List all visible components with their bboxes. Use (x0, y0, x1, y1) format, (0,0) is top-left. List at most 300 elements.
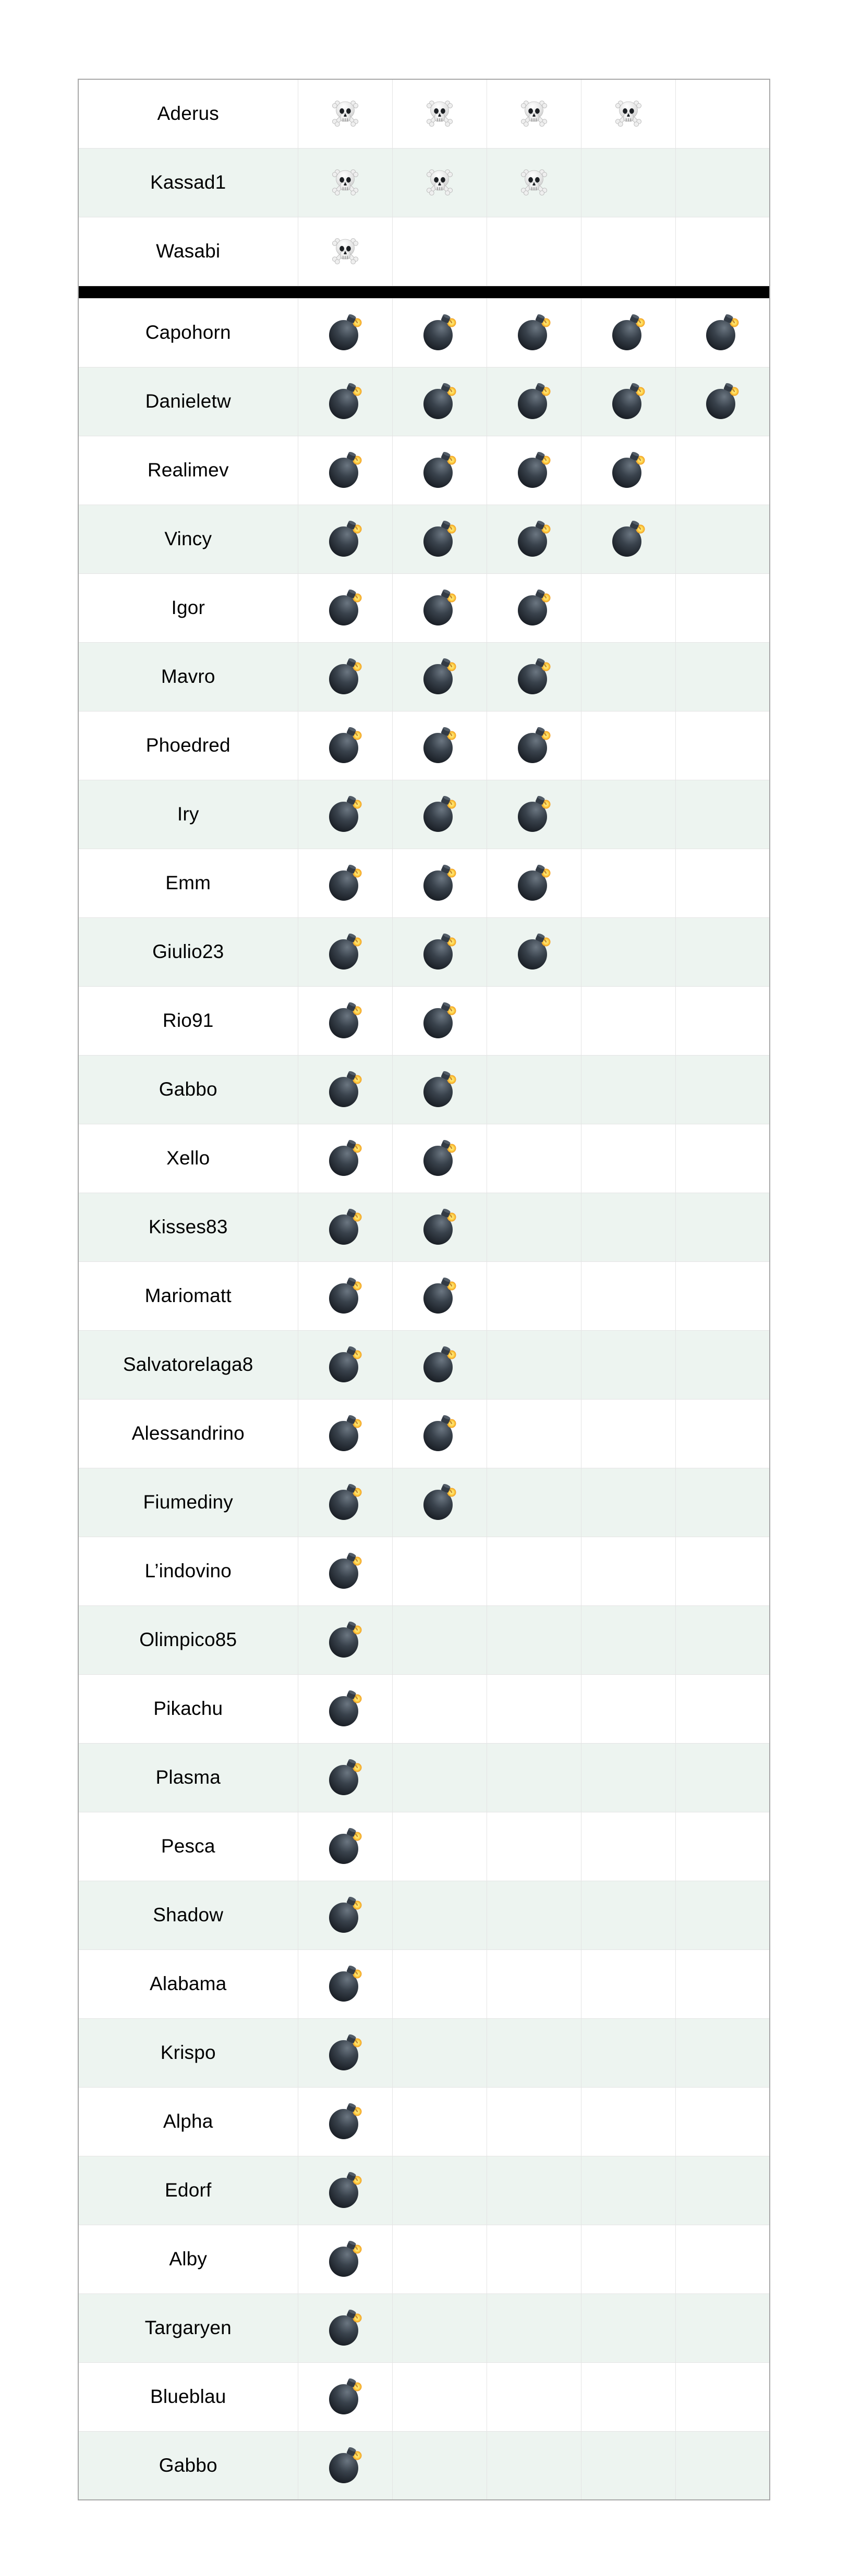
section-divider (78, 286, 770, 298)
table-row (78, 1261, 770, 1330)
icon-cell (298, 1881, 392, 1949)
player-name: Pikachu (78, 1674, 298, 1743)
bomb-icon (325, 1070, 365, 1109)
icon-cell (487, 2431, 581, 2500)
icon-cell (675, 1605, 770, 1674)
bomb-icon (514, 726, 554, 765)
player-name: Krispo (78, 2018, 298, 2087)
icon-cell (392, 217, 487, 286)
bomb-icon (420, 1482, 459, 1522)
icon-cell (581, 1605, 675, 1674)
icon-cell (487, 849, 581, 917)
bomb-icon (420, 382, 459, 421)
icon-cell (298, 917, 392, 986)
bomb-icon (325, 1276, 365, 1316)
bomb-icon (702, 382, 742, 421)
bomb-icon (514, 450, 554, 490)
icon-cell (392, 1399, 487, 1468)
icon-cell (581, 1949, 675, 2018)
icon-cell (675, 2362, 770, 2431)
player-name: Salvatorelaga8 (78, 1330, 298, 1399)
icon-cell (581, 1124, 675, 1193)
icon-cell (392, 2087, 487, 2156)
player-name: Pesca (78, 1812, 298, 1881)
icon-cell (392, 1537, 487, 1605)
icon-cell (581, 1261, 675, 1330)
icon-cell (581, 780, 675, 849)
icon-cell (298, 1812, 392, 1881)
player-name: Wasabi (78, 217, 298, 286)
bomb-icon (325, 1826, 365, 1866)
skull-icon (329, 97, 362, 130)
bomb-icon (514, 863, 554, 903)
icon-cell (487, 2156, 581, 2225)
icon-cell (392, 1605, 487, 1674)
player-name: Blueblau (78, 2362, 298, 2431)
icon-cell (392, 148, 487, 217)
player-name: Gabbo (78, 2431, 298, 2500)
icon-cell (675, 148, 770, 217)
bomb-icon (325, 1551, 365, 1591)
icon-cell (392, 1949, 487, 2018)
icon-cell (298, 1674, 392, 1743)
icon-cell (298, 780, 392, 849)
icon-cell (487, 1330, 581, 1399)
icon-cell (487, 79, 581, 148)
icon-cell (675, 573, 770, 642)
icon-cell (581, 298, 675, 367)
icon-cell (298, 642, 392, 711)
player-name: Igor (78, 573, 298, 642)
icon-cell (581, 2087, 675, 2156)
icon-cell (581, 642, 675, 711)
table-row (78, 217, 770, 286)
icon-cell (675, 217, 770, 286)
icon-cell (487, 780, 581, 849)
bomb-icon (609, 313, 648, 352)
table-row (78, 1881, 770, 1949)
bomb-icon (325, 726, 365, 765)
table-row (78, 1674, 770, 1743)
icon-cell (298, 1055, 392, 1124)
icon-cell (487, 367, 581, 436)
icon-cell (581, 2018, 675, 2087)
icon-cell (675, 1193, 770, 1261)
bomb-icon (420, 1207, 459, 1247)
icon-cell (675, 2225, 770, 2293)
icon-cell (392, 849, 487, 917)
icon-cell (675, 2156, 770, 2225)
table-row (78, 436, 770, 505)
table-row (78, 1605, 770, 1674)
icon-cell (392, 298, 487, 367)
bomb-icon (420, 1276, 459, 1316)
player-name: Capohorn (78, 298, 298, 367)
icon-cell (298, 298, 392, 367)
player-name: Mavro (78, 642, 298, 711)
table-body (78, 79, 770, 2500)
table-row (78, 1193, 770, 1261)
icon-cell (675, 917, 770, 986)
icon-cell (675, 1468, 770, 1537)
table-row (78, 642, 770, 711)
bomb-icon (325, 1964, 365, 2004)
bomb-icon (325, 2377, 365, 2416)
bomb-icon (325, 1138, 365, 1178)
icon-cell (581, 917, 675, 986)
icon-cell (298, 148, 392, 217)
icon-cell (487, 1468, 581, 1537)
icon-cell (675, 2293, 770, 2362)
table-row (78, 849, 770, 917)
icon-cell (298, 1399, 392, 1468)
icon-cell (675, 2087, 770, 2156)
icon-cell (392, 505, 487, 573)
icon-cell (487, 917, 581, 986)
bomb-icon (325, 932, 365, 972)
icon-cell (487, 642, 581, 711)
icon-cell (392, 2156, 487, 2225)
player-name: Alessandrino (78, 1399, 298, 1468)
icon-cell (392, 1812, 487, 1881)
icon-cell (675, 1949, 770, 2018)
bomb-icon (514, 794, 554, 834)
bomb-icon (325, 519, 365, 559)
player-name: Xello (78, 1124, 298, 1193)
icon-cell (581, 849, 675, 917)
table-row (78, 1468, 770, 1537)
table-row (78, 573, 770, 642)
icon-cell (298, 2431, 392, 2500)
bomb-icon (325, 2170, 365, 2210)
bomb-icon (325, 1345, 365, 1384)
icon-cell (298, 2225, 392, 2293)
bomb-icon (325, 1207, 365, 1247)
player-name: Alby (78, 2225, 298, 2293)
player-name: Fiumediny (78, 1468, 298, 1537)
player-name: Vincy (78, 505, 298, 573)
skull-icon (423, 166, 456, 199)
bomb-icon (420, 1001, 459, 1040)
icon-cell (487, 1124, 581, 1193)
icon-cell (581, 505, 675, 573)
icon-cell (392, 711, 487, 780)
bomb-icon (420, 1070, 459, 1109)
icon-cell (487, 1055, 581, 1124)
icon-cell (392, 1330, 487, 1399)
player-name: Rio91 (78, 986, 298, 1055)
icon-cell (298, 1537, 392, 1605)
icon-cell (392, 1468, 487, 1537)
icon-cell (487, 2087, 581, 2156)
icon-cell (298, 1261, 392, 1330)
icon-cell (298, 79, 392, 148)
icon-cell (675, 436, 770, 505)
icon-cell (675, 1537, 770, 1605)
table-row (78, 986, 770, 1055)
icon-cell (675, 1124, 770, 1193)
icon-cell (487, 2362, 581, 2431)
skull-icon (423, 97, 456, 130)
bomb-icon (325, 588, 365, 628)
bomb-icon (325, 2239, 365, 2279)
player-name: Iry (78, 780, 298, 849)
bomb-icon (325, 1482, 365, 1522)
icon-cell (675, 1330, 770, 1399)
icon-cell (675, 505, 770, 573)
bomb-icon (325, 1758, 365, 1797)
icon-cell (581, 986, 675, 1055)
icon-cell (298, 1330, 392, 1399)
icon-cell (392, 436, 487, 505)
player-name: Giulio23 (78, 917, 298, 986)
icon-cell (487, 505, 581, 573)
bomb-icon (325, 450, 365, 490)
table-row (78, 2362, 770, 2431)
icon-cell (581, 1537, 675, 1605)
icon-cell (581, 148, 675, 217)
icon-cell (392, 1193, 487, 1261)
player-name: Alpha (78, 2087, 298, 2156)
table-row (78, 1949, 770, 2018)
bomb-icon (325, 1620, 365, 1660)
skull-icon (517, 166, 551, 199)
icon-cell (487, 1537, 581, 1605)
bomb-icon (609, 450, 648, 490)
icon-cell (298, 1124, 392, 1193)
icon-cell (581, 436, 675, 505)
icon-cell (392, 2362, 487, 2431)
bomb-icon (514, 932, 554, 972)
bomb-icon (420, 794, 459, 834)
icon-cell (487, 1674, 581, 1743)
icon-cell (487, 298, 581, 367)
bomb-icon (325, 382, 365, 421)
icon-cell (298, 2087, 392, 2156)
table-row (78, 1124, 770, 1193)
table-row (78, 711, 770, 780)
icon-cell (581, 217, 675, 286)
icon-cell (675, 986, 770, 1055)
bomb-icon (325, 794, 365, 834)
player-name: Olimpico85 (78, 1605, 298, 1674)
player-name: Targaryen (78, 2293, 298, 2362)
icon-cell (581, 79, 675, 148)
icon-cell (392, 1743, 487, 1812)
icon-cell (675, 367, 770, 436)
player-name: Shadow (78, 1881, 298, 1949)
icon-cell (392, 2431, 487, 2500)
icon-cell (487, 148, 581, 217)
icon-cell (581, 1812, 675, 1881)
bomb-icon (420, 588, 459, 628)
icon-cell (581, 1330, 675, 1399)
icon-cell (487, 1949, 581, 2018)
bomb-icon (325, 1414, 365, 1453)
icon-cell (392, 1674, 487, 1743)
icon-cell (487, 1743, 581, 1812)
icon-cell (581, 1881, 675, 1949)
icon-cell (298, 1468, 392, 1537)
icon-cell (675, 298, 770, 367)
bomb-icon (514, 519, 554, 559)
table-row (78, 1812, 770, 1881)
table-row (78, 2431, 770, 2500)
bomb-icon (514, 313, 554, 352)
icon-cell (581, 1468, 675, 1537)
skull-icon (612, 97, 645, 130)
icon-cell (487, 1605, 581, 1674)
table-row (78, 917, 770, 986)
icon-cell (392, 367, 487, 436)
bomb-icon (325, 863, 365, 903)
player-name: Realimev (78, 436, 298, 505)
icon-cell (581, 711, 675, 780)
icon-cell (392, 79, 487, 148)
player-name: Kassad1 (78, 148, 298, 217)
icon-cell (298, 505, 392, 573)
icon-cell (581, 367, 675, 436)
player-name: L’indovino (78, 1537, 298, 1605)
table-row (78, 2018, 770, 2087)
player-name: Gabbo (78, 1055, 298, 1124)
page-content (78, 79, 770, 2500)
player-name: Emm (78, 849, 298, 917)
icon-cell (675, 1743, 770, 1812)
bomb-icon (325, 2102, 365, 2141)
icon-cell (675, 1399, 770, 1468)
bomb-icon (420, 519, 459, 559)
icon-cell (581, 1399, 675, 1468)
table-row (78, 1743, 770, 1812)
icon-cell (298, 217, 392, 286)
icon-cell (675, 642, 770, 711)
icon-cell (487, 2225, 581, 2293)
bomb-icon (325, 2308, 365, 2348)
elimination-table (78, 79, 770, 2500)
table-row (78, 2087, 770, 2156)
icon-cell (487, 2293, 581, 2362)
icon-cell (298, 1949, 392, 2018)
bomb-icon (514, 382, 554, 421)
bomb-icon (514, 588, 554, 628)
icon-cell (392, 1124, 487, 1193)
icon-cell (675, 780, 770, 849)
player-name: Alabama (78, 1949, 298, 2018)
icon-cell (487, 2018, 581, 2087)
table-row (78, 79, 770, 148)
icon-cell (298, 2362, 392, 2431)
icon-cell (675, 711, 770, 780)
player-name: Kisses83 (78, 1193, 298, 1261)
player-name: Danieletw (78, 367, 298, 436)
icon-cell (487, 1812, 581, 1881)
icon-cell (675, 2431, 770, 2500)
icon-cell (298, 2018, 392, 2087)
icon-cell (298, 1743, 392, 1812)
icon-cell (298, 2156, 392, 2225)
icon-cell (392, 2293, 487, 2362)
bomb-icon (325, 313, 365, 352)
table-row (78, 780, 770, 849)
icon-cell (487, 711, 581, 780)
player-name: Aderus (78, 79, 298, 148)
icon-cell (298, 367, 392, 436)
icon-cell (392, 917, 487, 986)
bomb-icon (420, 726, 459, 765)
icon-cell (581, 2225, 675, 2293)
table-row (78, 1537, 770, 1605)
icon-cell (487, 1193, 581, 1261)
table-row (78, 2293, 770, 2362)
bomb-icon (325, 657, 365, 696)
icon-cell (487, 986, 581, 1055)
bomb-icon (325, 2446, 365, 2485)
icon-cell (392, 573, 487, 642)
icon-cell (675, 79, 770, 148)
icon-cell (392, 986, 487, 1055)
bomb-icon (420, 313, 459, 352)
bomb-icon (420, 657, 459, 696)
table-row (78, 148, 770, 217)
icon-cell (675, 1812, 770, 1881)
bomb-icon (420, 932, 459, 972)
bomb-icon (702, 313, 742, 352)
icon-cell (392, 1881, 487, 1949)
icon-cell (581, 1743, 675, 1812)
icon-cell (298, 436, 392, 505)
icon-cell (675, 2018, 770, 2087)
player-name: Phoedred (78, 711, 298, 780)
bomb-icon (420, 863, 459, 903)
icon-cell (675, 1881, 770, 1949)
bomb-icon (325, 1001, 365, 1040)
icon-cell (298, 573, 392, 642)
icon-cell (487, 1399, 581, 1468)
bomb-icon (514, 657, 554, 696)
icon-cell (487, 217, 581, 286)
bomb-icon (325, 1895, 365, 1935)
table-row (78, 1330, 770, 1399)
icon-cell (581, 1674, 675, 1743)
icon-cell (298, 711, 392, 780)
table-row (78, 1055, 770, 1124)
icon-cell (392, 1261, 487, 1330)
icon-cell (298, 1605, 392, 1674)
icon-cell (581, 2431, 675, 2500)
icon-cell (581, 573, 675, 642)
icon-cell (675, 1261, 770, 1330)
bomb-icon (420, 450, 459, 490)
icon-cell (581, 2293, 675, 2362)
icon-cell (487, 573, 581, 642)
icon-cell (487, 1881, 581, 1949)
icon-cell (298, 849, 392, 917)
icon-cell (298, 986, 392, 1055)
icon-cell (487, 436, 581, 505)
icon-cell (581, 1193, 675, 1261)
table-row (78, 505, 770, 573)
bomb-icon (420, 1138, 459, 1178)
bomb-icon (609, 382, 648, 421)
icon-cell (392, 642, 487, 711)
table-row (78, 2156, 770, 2225)
bomb-icon (420, 1345, 459, 1384)
player-name: Edorf (78, 2156, 298, 2225)
table-row (78, 367, 770, 436)
icon-cell (392, 2225, 487, 2293)
icon-cell (675, 1674, 770, 1743)
